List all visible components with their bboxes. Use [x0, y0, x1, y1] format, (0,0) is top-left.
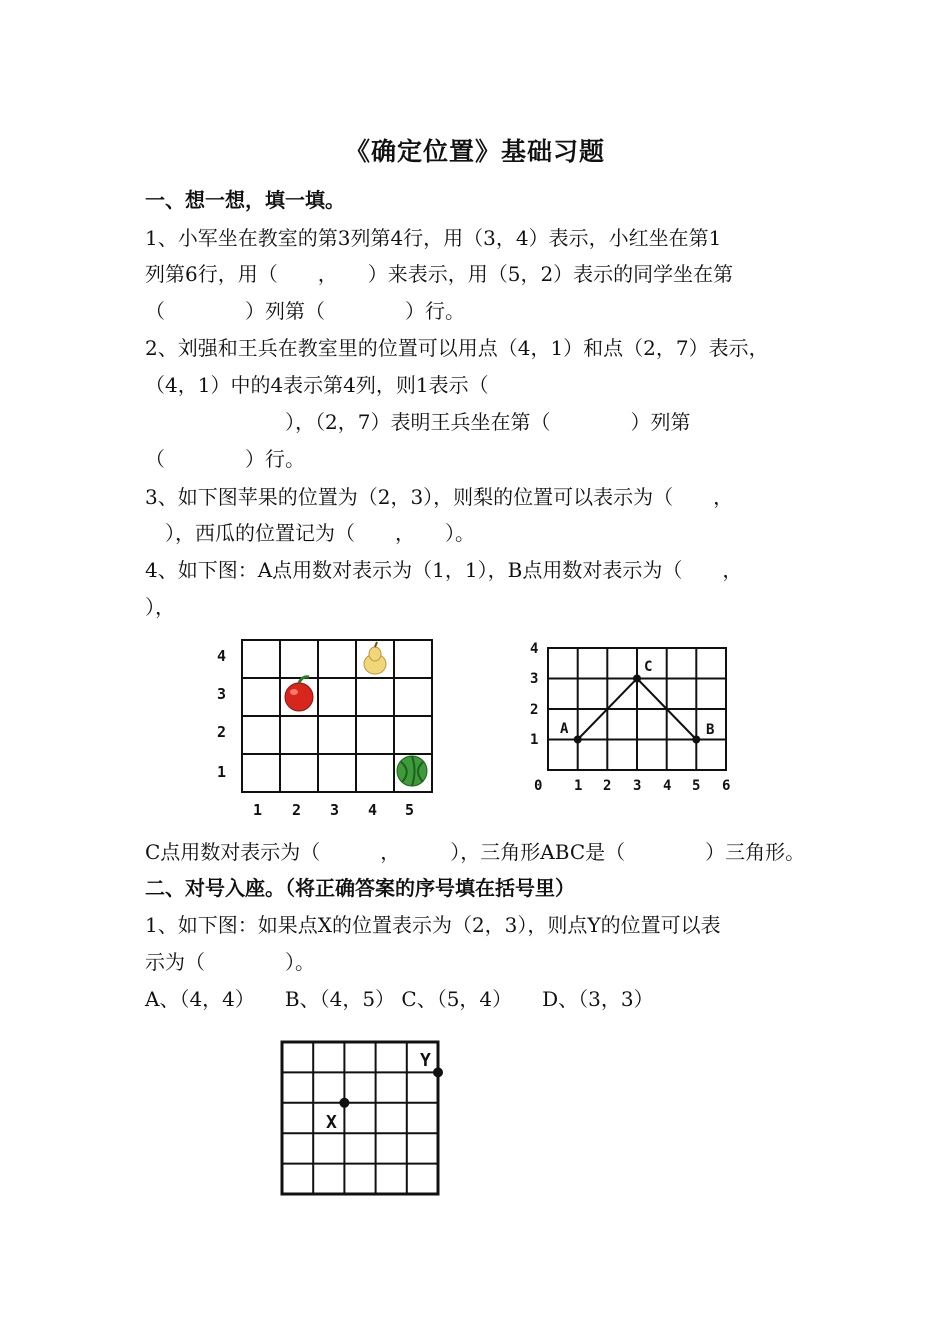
xy-grid-lines [282, 1042, 438, 1194]
s2-q1-line-1: 1、如下图：如果点X的位置表示为（2，3），则点Y的位置可以表 [145, 913, 721, 937]
point-x-label: X [326, 1112, 337, 1133]
point-c [633, 675, 641, 683]
q2-line-1: 2、刘强和王兵在教室里的位置可以用点（4，1）和点（2，7）表示， [145, 336, 769, 360]
triangle-x-label: 5 [692, 778, 701, 794]
q3-line-1: 3、如下图苹果的位置为（2，3），则梨的位置可以表示为（ ， [145, 485, 734, 509]
section2-heading: 二、对号入座。（将正确答案的序号填在括号里） [145, 876, 575, 900]
q1-line-2: 列第6行，用（ ， ）来表示，用（5，2）表示的同学坐在第 [145, 262, 734, 286]
triangle-y-label: 1 [530, 732, 539, 748]
q2-line-3: ），（2，7）表明王兵坐在第（ ）列第 [145, 410, 691, 434]
q1-line-1: 1、小军坐在教室的第3列第4行，用（3，4）表示，小红坐在第1 [145, 226, 722, 250]
q2-line-4: （ ）行。 [145, 447, 305, 471]
page-title: 《确定位置》基础习题 [344, 137, 605, 166]
point-b-label: B [706, 722, 715, 738]
q2-line-2: （4，1）中的4表示第4列，则1表示（ [145, 373, 489, 397]
point-y [433, 1067, 443, 1077]
fruit-x-label: 5 [405, 801, 415, 819]
triangle-y-label: 4 [530, 641, 539, 657]
fruit-x-label: 1 [253, 801, 263, 819]
s2-q1-line-2: 示为（ ）。 [145, 950, 315, 974]
triangle-x-label: 4 [663, 778, 672, 794]
point-a [574, 736, 582, 744]
triangle-y-label: 3 [530, 671, 539, 687]
fruit-x-label: 2 [292, 801, 302, 819]
point-b [692, 736, 700, 744]
triangle-x-label: 0 [534, 778, 543, 794]
q4-line-3: C点用数对表示为（ ， ），三角形ABC是（ ）三角形。 [145, 840, 806, 864]
fruit-y-label: 3 [217, 685, 227, 703]
triangle-x-label: 6 [722, 778, 731, 794]
fruit-y-label: 4 [217, 647, 227, 665]
apple-icon [285, 677, 313, 711]
s2-q1-options: A、（4，4） B、（4，5） C、（5，4） D、（3，3） [145, 987, 654, 1011]
triangle-x-label: 1 [574, 778, 583, 794]
section1-heading: 一、想一想，填一填。 [145, 188, 345, 212]
triangle-figure [520, 632, 750, 812]
point-a-label: A [560, 721, 569, 737]
point-c-label: C [644, 659, 653, 675]
triangle-x-label: 2 [603, 778, 612, 794]
q1-line-3: （ ）列第（ ）行。 [145, 299, 465, 323]
pear-icon [364, 642, 386, 674]
q4-line-1: 4、如下图：A点用数对表示为（1，1），B点用数对表示为（ ， [145, 558, 743, 582]
triangle-grid-lines [548, 648, 726, 770]
q4-line-2: ）， [145, 595, 175, 619]
fruit-grid-figure [205, 630, 445, 822]
fruit-y-label: 2 [217, 723, 227, 741]
point-x [339, 1098, 349, 1108]
triangle-y-label: 2 [530, 702, 539, 718]
watermelon-icon [397, 756, 427, 786]
triangle-x-label: 3 [633, 778, 642, 794]
q3-line-2: ），西瓜的位置记为（ ， ）。 [145, 521, 475, 545]
fruit-x-label: 4 [368, 801, 378, 819]
fruit-y-label: 1 [217, 763, 227, 781]
xy-grid-figure [275, 1035, 450, 1205]
point-y-label: Y [420, 1050, 431, 1071]
fruit-x-label: 3 [330, 801, 340, 819]
